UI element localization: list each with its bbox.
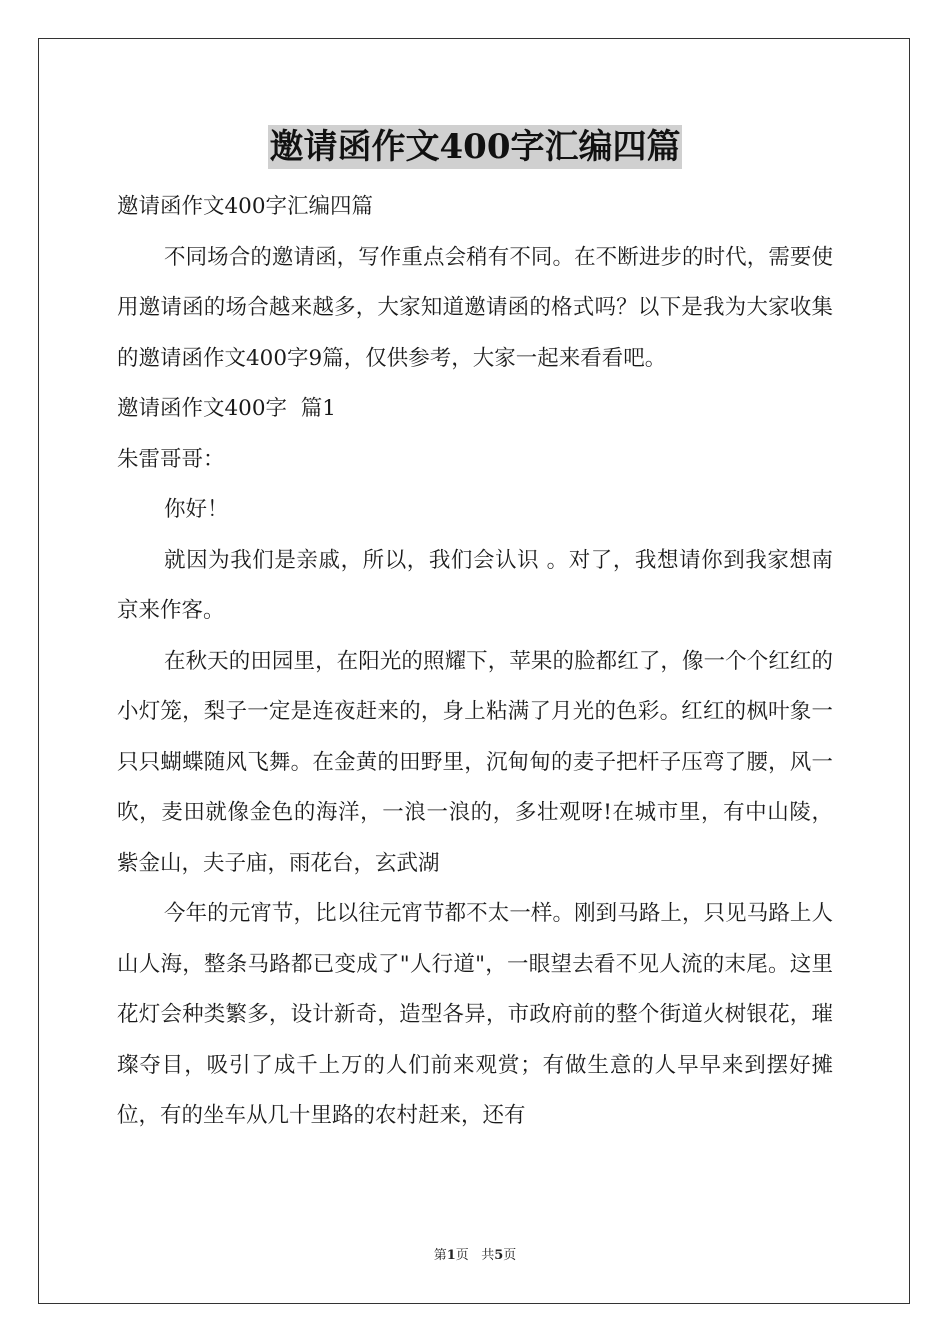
title-area bbox=[0, 125, 950, 169]
body-paragraph: 今年的元宵节，比以往元宵节都不太一样。刚到马路上，只见马路上人山人海，整条马路都已变成了"人行道"，一眼望去看不见人流的末尾。这里花灯会种类繁多，设计新奇，造型各异，市政府前的整个街道火树银花，璀璨夺目，吸引了成千上万的人们前来观赏；有做生意的人早早来到摆好摊位，有的坐车从几十里路的农村赶来，还有 bbox=[117, 901, 833, 1128]
footer-page-word: 页 bbox=[455, 1248, 469, 1263]
greeting: 你好！ bbox=[164, 497, 229, 522]
body-paragraph: 就因为我们是亲戚，所以，我们会认识 。对了，我想请你到我家想南京来作客。 bbox=[117, 547, 833, 623]
page-footer bbox=[0, 1247, 950, 1265]
footer-total-pages: 5 bbox=[494, 1248, 504, 1263]
salutation: 朱雷哥哥： bbox=[117, 446, 225, 472]
footer-prefix: 第 bbox=[433, 1248, 447, 1263]
section-heading: 邀请函作文400字 篇1 bbox=[117, 396, 336, 421]
footer-current-page: 1 bbox=[446, 1248, 456, 1263]
document-title: 邀请函作文400字汇编四篇 bbox=[269, 127, 681, 167]
intro-paragraph: 不同场合的邀请函，写作重点会稍有不同。在不断进步的时代，需要使用邀请函的场合越来越多，大家知道邀请函的格式吗？以下是我为大家收集的邀请函作文400字9篇，仅供参考，大家一起来看看吧。 bbox=[117, 244, 833, 371]
subtitle-line: 邀请函作文400字汇编四篇 bbox=[117, 194, 374, 219]
document-body bbox=[117, 182, 833, 1142]
footer-total-prefix: 共 bbox=[481, 1248, 495, 1263]
body-paragraph: 在秋天的田园里，在阳光的照耀下，苹果的脸都红了，像一个个红红的小灯笼，梨子一定是连夜赶来的，身上粘满了月光的色彩。红红的枫叶象一只只蝴蝶随风飞舞。在金黄的田野里，沉甸甸的麦子把杆子压弯了腰，风一吹，麦田就像金色的海洋，一浪一浪的，多壮观呀!在城市里，有中山陵，紫金山，夫子庙，雨花台，玄武湖 bbox=[117, 648, 833, 876]
footer-total-suffix: 页 bbox=[503, 1248, 517, 1263]
